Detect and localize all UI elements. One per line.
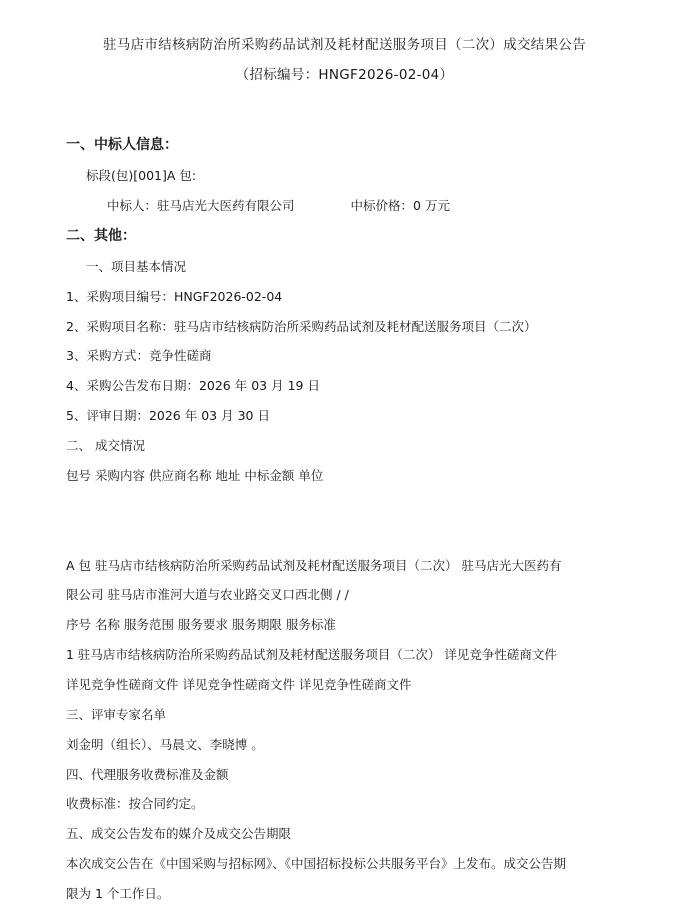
subheading-media: 五、成交公告发布的媒介及成交公告期限 xyxy=(66,826,292,841)
service-table-header: 序号 名称 服务范围 服务要求 服务期限 服务标准 xyxy=(66,617,336,632)
info-item-review-date: 5、评审日期：2026 年 03 月 30 日 xyxy=(66,408,270,423)
page-title: 驻马店市结核病防治所采购药品试剂及耗材配送服务项目（二次）成交结果公告 xyxy=(103,37,586,53)
media-statement: 本次成交公告在《中国采购与招标网》、《中国招标投标公共服务平台》上发布。成交公告期 xyxy=(66,856,567,871)
deal-table-row: A 包 驻马店市结核病防治所采购药品试剂及耗材配送服务项目（二次） 驻马店光大医药有 xyxy=(66,558,562,573)
bid-number: （招标编号：HNGF2026-02-04） xyxy=(235,67,454,83)
winner-row xyxy=(107,197,450,215)
subheading-basic-info: 一、项目基本情况 xyxy=(86,259,187,274)
deal-table-header: 包号 采购内容 供应商名称 地址 中标金额 单位 xyxy=(66,468,324,483)
service-table-row: 1 驻马店市结核病防治所采购药品试剂及耗材配送服务项目（二次） 详见竞争性磋商文件 xyxy=(66,647,557,662)
info-item-project-number: 1、采购项目编号：HNGF2026-02-04 xyxy=(66,289,283,304)
subheading-experts: 三、评审专家名单 xyxy=(66,707,167,722)
info-item-publish-date: 4、采购公告发布日期：2026 年 03 月 19 日 xyxy=(66,378,320,393)
expert-list: 刘金明（组长）、马晨文、李晓博 。 xyxy=(66,737,264,752)
subheading-agency-fee: 四、代理服务收费标准及金额 xyxy=(66,767,229,782)
section-heading-other: 二、其他： xyxy=(66,228,136,244)
media-statement-cont: 限为 1 个工作日。 xyxy=(66,886,170,901)
deal-table-row-cont: 限公司 驻马店市淮河大道与农业路交叉口西北侧 / / xyxy=(66,587,349,602)
lot-label: 标段(包)[001]A 包: xyxy=(86,168,197,183)
info-item-method: 3、采购方式：竞争性磋商 xyxy=(66,348,212,363)
winner-name: 中标人：驻马店光大医药有限公司 xyxy=(107,198,295,213)
winner-price: 中标价格：0 万元 xyxy=(350,198,450,213)
subheading-deal-status: 二、 成交情况 xyxy=(66,438,145,453)
section-heading-winner: 一、中标人信息： xyxy=(66,137,178,153)
info-item-project-name: 2、采购项目名称：驻马店市结核病防治所采购药品试剂及耗材配送服务项目（二次） xyxy=(66,319,537,334)
fee-standard: 收费标准：按合同约定。 xyxy=(66,796,204,811)
service-table-row-cont: 详见竞争性磋商文件 详见竞争性磋商文件 详见竞争性磋商文件 xyxy=(66,677,412,692)
